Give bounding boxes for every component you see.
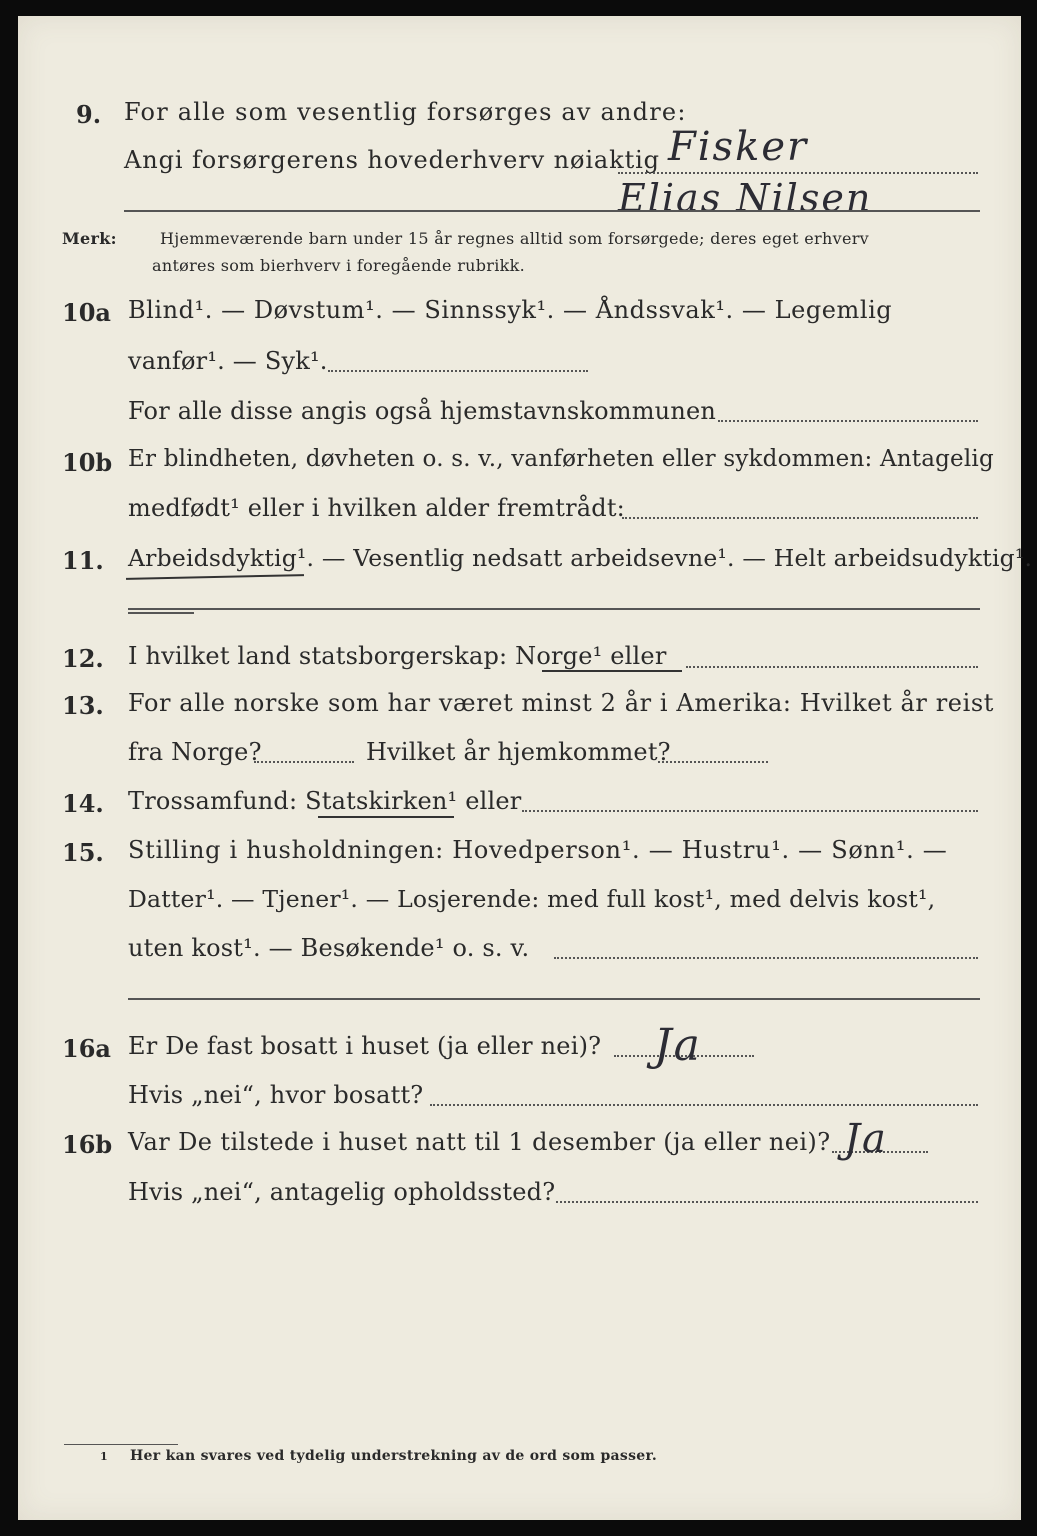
footnote-rule [64,1444,178,1445]
item-number-10a: 10a [62,298,111,327]
q12-line-1: I hvilket land statsborgerskap: Norge¹ eller [128,642,667,670]
item-number-10b: 10b [62,448,113,477]
item-number-11: 11. [62,546,104,575]
q13-line-1: For alle norske som har været minst 2 år i Amerika: Hvilket år reist [128,689,995,717]
q15-rule [128,998,980,1000]
q14-faith-line [522,810,978,812]
q11-line-1: Arbeidsdyktig¹. — Vesentlig nedsatt arbeidsevne¹. — Helt arbeidsudyktig¹. [128,544,1033,572]
q10a-line-1: Blind¹. — Døvstum¹. — Sinnssyk¹. — Åndssvak¹. — Legemlig [128,296,893,324]
q15-household-line [554,957,978,959]
merk-line-2: antøres som bierhverv i foregående rubrikk. [152,256,526,275]
q10a-syk-line [328,370,588,372]
census-form-page [18,16,1033,1520]
item-number-16a: 16a [62,1034,111,1063]
q10a-line-3: For alle disse angis også hjemstavnskommunen [128,397,717,425]
q10b-age-line [622,517,978,519]
merk-label: Merk: [62,229,117,248]
q12-underline-mark [542,670,682,672]
q11-rule-mark [128,612,194,614]
q10a-home-line [718,420,978,422]
q9-answer-line [618,172,978,174]
q16b-line-1: Var De tilstede i huset natt til 1 desember (ja eller nei)? [128,1128,831,1156]
q9-handwritten-name: Elias Nilsen [618,176,873,220]
merk-line-1: Hjemmeværende barn under 15 år regnes alltid som forsørgede; deres eget erhverv [160,229,869,248]
q14-line-1: Trossamfund: Statskirken¹ eller [128,787,522,815]
q16b-handwritten-answer: Ja [844,1116,888,1162]
q10b-line-2: medfødt¹ eller i hvilken alder fremtrådt: [128,494,625,522]
item-number-15: 15. [62,838,104,867]
item-number-14: 14. [62,789,104,818]
q10a-line-2: vanfør¹. — Syk¹. [128,347,328,375]
q16a-line-2: Hvis „nei“, hvor bosatt? [128,1081,424,1109]
q16a-handwritten-answer: Ja [654,1020,702,1071]
q16a-residence-line [430,1104,978,1106]
q11-underline-mark [126,574,304,580]
q9-line-1: For alle som vesentlig forsørges av andre: [124,98,687,126]
item-number-13: 13. [62,691,104,720]
q15-line-1: Stilling i husholdningen: Hovedperson¹. — Hustru¹. — Sønn¹. — [128,836,948,864]
footnote-mark: 1 [100,1450,108,1463]
q13-departure-line [254,761,354,763]
q11-rule [128,608,980,610]
q15-line-3: uten kost¹. — Besøkende¹ o. s. v. [128,934,530,962]
q13-line-2b: Hvilket år hjemkommet? [366,738,671,766]
q15-line-2: Datter¹. — Tjener¹. — Losjerende: med full kost¹, med delvis kost¹, [128,885,936,913]
q12-country-line [686,666,978,668]
q13-return-line [658,761,768,763]
q9-handwritten-occupation: Fisker [668,124,809,170]
q14-underline-mark [318,816,454,818]
q13-line-2a: fra Norge? [128,738,262,766]
q16a-line-1: Er De fast bosatt i huset (ja eller nei)? [128,1032,602,1060]
q9-line-2: Angi forsørgerens hovederhverv nøiaktig [124,146,660,174]
item-number-9: 9. [76,100,102,129]
q10b-line-1: Er blindheten, døvheten o. s. v., vanførheten eller sykdommen: Antagelig [128,446,994,472]
q9-rule [124,210,980,212]
q16b-location-line [556,1201,978,1203]
item-number-12: 12. [62,644,104,673]
q16b-line-2: Hvis „nei“, antagelig opholdssted? [128,1178,556,1206]
item-number-16b: 16b [62,1130,113,1159]
footnote-text: Her kan svares ved tydelig understrekning av de ord som passer. [130,1448,658,1464]
